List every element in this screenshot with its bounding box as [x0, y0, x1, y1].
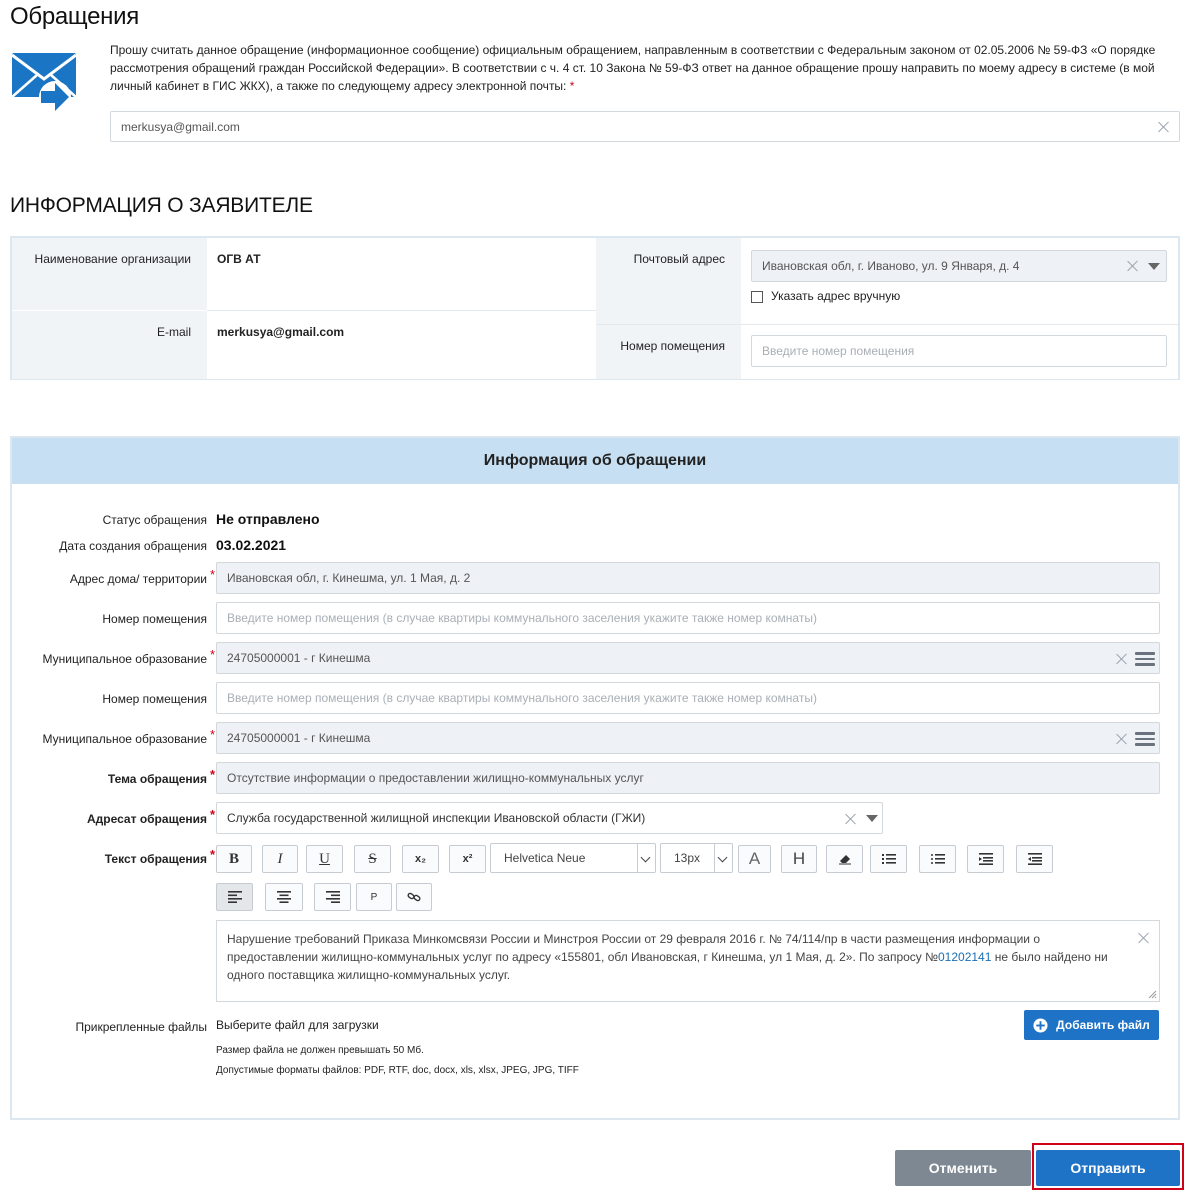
manual-address-checkbox[interactable] [751, 291, 763, 303]
dropdown-arrow-icon[interactable] [866, 815, 878, 822]
envelope-send-icon [11, 47, 77, 113]
email-label: E-mail [12, 311, 207, 379]
file-upload-prompt[interactable]: Выберите файл для загрузки [216, 1018, 379, 1032]
bold-button[interactable]: B [216, 845, 252, 873]
list-menu-icon[interactable] [1135, 652, 1155, 666]
room-label-2: Номер помещения [102, 692, 207, 706]
align-right-icon [326, 891, 340, 903]
numbered-list-icon [882, 853, 896, 865]
superscript-button[interactable]: x² [449, 845, 486, 873]
clear-icon[interactable] [1115, 732, 1129, 746]
bullet-list-icon [931, 853, 945, 865]
paragraph-button[interactable]: P [356, 883, 392, 911]
clear-icon[interactable] [844, 812, 858, 826]
municipality-select[interactable]: 24705000001 - г Кинешма [216, 642, 1160, 674]
municipality-label-2: Муниципальное образование * [42, 727, 215, 746]
bullet-list-button[interactable] [919, 845, 956, 873]
resize-handle-icon[interactable] [1148, 990, 1157, 999]
clear-icon[interactable] [1126, 259, 1140, 273]
dropdown-arrow-icon [714, 844, 732, 872]
eraser-icon [838, 853, 852, 865]
clear-icon[interactable] [1137, 931, 1151, 945]
heading-button[interactable]: H [781, 845, 817, 873]
consent-text: Прошу считать данное обращение (информационное сообщение) официальным обращением, направленным в соответствии с Федеральным законом от 02.05.2006 № 59-ФЗ «О порядке рассмотрения обращений граждан Российской Федерации». В соответствии с ч. 4 ст. 10 Закона № 59-ФЗ ответ на данное обращение прошу направить по моему адресу в системе (в мой личный кабинет в ГИС ЖКХ), а также по следующему адресу электронной почты: * [110, 43, 1156, 93]
topic-label: Тема обращения * [107, 767, 215, 786]
align-center-icon [277, 891, 291, 903]
consent-email-value: merkusya@gmail.com [121, 119, 240, 134]
align-right-button[interactable] [314, 883, 351, 911]
municipality-select-2[interactable]: 24705000001 - г Кинешма [216, 722, 1160, 754]
indent-button[interactable] [1016, 845, 1053, 873]
postal-address-select[interactable] [751, 250, 1167, 282]
addressee-select[interactable]: Служба государственной жилищной инспекции Ивановской области (ГЖИ) [216, 802, 883, 834]
strikethrough-button[interactable]: S [354, 845, 391, 873]
org-label: Наименование организации [12, 238, 207, 310]
room-input[interactable]: Введите номер помещения (в случае квартиры коммунального заселения укажите также номер комнаты) [216, 602, 1160, 634]
attachments-label: Прикрепленные файлы [75, 1020, 207, 1034]
cancel-button[interactable]: Отменить [895, 1150, 1031, 1186]
manual-address-label: Указать адрес вручную [771, 289, 901, 303]
font-size-select[interactable]: 13px [660, 843, 733, 873]
addressee-label: Адресат обращения * [86, 807, 215, 826]
clear-icon[interactable] [1115, 652, 1129, 666]
align-center-button[interactable] [265, 883, 303, 911]
outdent-icon [979, 853, 993, 865]
ordered-list-button[interactable] [870, 845, 907, 873]
text-label: Текст обращения * [104, 847, 215, 866]
dropdown-arrow-icon [637, 844, 655, 872]
room-label: Номер помещения [596, 325, 741, 379]
postal-address-value: Ивановская обл, г. Иваново, ул. 9 Января, д. 4 [762, 259, 1020, 273]
request-text-area[interactable]: Нарушение требований Приказа Минкомсвязи России и Минстроя России от 29 февраля 2016 г. № 74/114/пр в части размещения информации о предоставлении жилищно-коммунальных услуг по адресу «155801, обл Ивановская, г Кинешма, ул 1 Мая, д. 2». По запросу №01202141 не было найдено ни одного поставщика жилищно-коммунальных услуг. [216, 920, 1160, 1002]
align-left-button[interactable] [216, 883, 253, 911]
room-label: Номер помещения [102, 612, 207, 626]
dropdown-arrow-icon[interactable] [1148, 263, 1160, 270]
postal-label: Почтовый адрес [596, 238, 741, 324]
page-title: Обращения [10, 3, 139, 30]
applicant-section-heading: ИНФОРМАЦИЯ О ЗАЯВИТЕЛЕ [10, 194, 313, 217]
underline-button[interactable]: U [306, 845, 343, 873]
plus-circle-icon [1033, 1018, 1048, 1033]
link-button[interactable] [396, 883, 432, 911]
indent-icon [1028, 853, 1042, 865]
submit-button[interactable]: Отправить [1036, 1150, 1180, 1186]
request-info-panel [10, 436, 1180, 1120]
add-file-button[interactable]: Добавить файл [1024, 1010, 1159, 1040]
clear-icon[interactable] [1157, 120, 1171, 134]
link-icon [407, 891, 421, 903]
date-value: 03.02.2021 [216, 537, 287, 553]
outdent-button[interactable] [967, 845, 1004, 873]
italic-button[interactable]: I [262, 845, 298, 873]
org-value: ОГВ АТ [207, 238, 596, 310]
file-size-note: Размер файла не должен превышать 50 Мб. [216, 1045, 424, 1056]
file-formats-note: Допустимые форматы файлов: PDF, RTF, doc, docx, xls, xlsx, JPEG, JPG, TIFF [216, 1065, 579, 1076]
font-family-select[interactable]: Helvetica Neue [490, 843, 656, 873]
house-address-label: Адрес дома/ территории * [69, 567, 215, 586]
room-input[interactable]: Введите номер помещения [751, 335, 1167, 367]
text-color-button[interactable]: A [738, 845, 771, 873]
status-label: Статус обращения [102, 513, 207, 527]
required-mark: * [569, 79, 575, 93]
align-left-icon [228, 891, 242, 903]
status-value: Не отправлено [216, 511, 320, 527]
eraser-button[interactable] [826, 845, 863, 873]
topic-input[interactable]: Отсутствие информации о предоставлении жилищно-коммунальных услуг [216, 762, 1160, 794]
room-input-2[interactable]: Введите номер помещения (в случае квартиры коммунального заселения укажите также номер комнаты) [216, 682, 1160, 714]
house-address-input[interactable]: Ивановская обл, г. Кинешма, ул. 1 Мая, д. 2 [216, 562, 1160, 594]
municipality-label: Муниципальное образование * [42, 647, 215, 666]
date-label: Дата создания обращения [59, 539, 207, 553]
subscript-button[interactable]: x₂ [402, 845, 439, 873]
request-number-link[interactable]: 01202141 [938, 950, 992, 964]
request-info-heading: Информация об обращении [12, 438, 1178, 484]
applicant-info-panel [10, 236, 1180, 380]
email-value: merkusya@gmail.com [207, 311, 596, 379]
consent-email-input[interactable] [110, 111, 1180, 142]
list-menu-icon[interactable] [1135, 732, 1155, 746]
